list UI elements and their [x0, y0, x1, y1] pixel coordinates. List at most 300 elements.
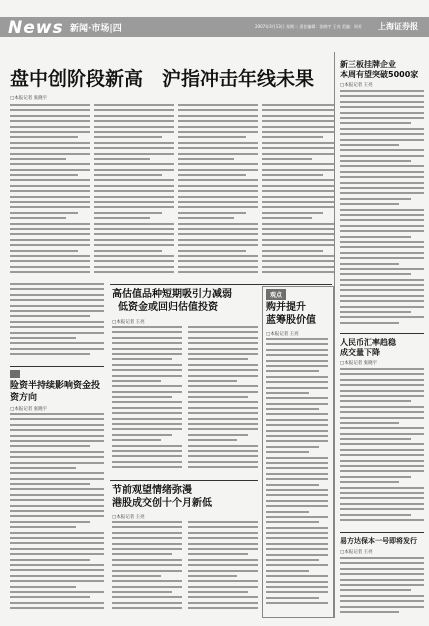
text-line [178, 266, 258, 268]
text-line [10, 109, 90, 111]
right1-byline: □本报记者 王亮 [340, 83, 373, 88]
text-line [266, 440, 328, 442]
text-line [10, 575, 104, 577]
story3-column-2 [188, 521, 258, 616]
text-line [188, 375, 258, 377]
text-line [188, 369, 258, 371]
text-line [340, 311, 411, 313]
text-line [262, 260, 334, 262]
text-line [10, 488, 104, 490]
text-line [340, 497, 424, 499]
right3-headline: 易方达保本一号即将发行 [340, 537, 417, 545]
text-line [188, 418, 258, 420]
text-line [340, 203, 399, 205]
text-line [10, 591, 104, 593]
text-line [94, 104, 174, 106]
text-line [266, 473, 328, 475]
text-line [178, 142, 258, 144]
text-line [10, 223, 90, 225]
text-line [340, 390, 424, 392]
text-line [340, 400, 411, 402]
text-line [10, 142, 90, 144]
text-line [266, 597, 319, 599]
text-line [178, 228, 258, 230]
lead-column-left-lower [10, 283, 104, 363]
text-line [340, 144, 399, 146]
text-line [112, 326, 182, 328]
text-line [340, 406, 424, 408]
text-line [340, 395, 424, 397]
text-line [10, 115, 90, 117]
text-line [340, 417, 424, 419]
header-band [0, 17, 429, 37]
text-line [340, 411, 424, 413]
text-line [94, 212, 162, 214]
text-line [188, 553, 248, 555]
text-line [10, 586, 76, 588]
text-line [188, 580, 258, 582]
text-line [10, 174, 78, 176]
text-line [340, 139, 424, 141]
issue-info: 2007年3月13日 星期二 责任编辑：张晓宇 王亮 美编：周芳 [255, 24, 362, 29]
text-line [188, 450, 258, 452]
text-line [266, 446, 319, 448]
text-line [340, 438, 411, 440]
text-line [262, 158, 312, 160]
text-line [340, 257, 424, 259]
text-line [178, 239, 258, 241]
text-line [262, 244, 334, 246]
text-line [112, 466, 182, 468]
text-line [112, 521, 182, 523]
text-line [94, 115, 174, 117]
text-line [262, 169, 334, 171]
text-line [10, 342, 104, 344]
text-line [188, 602, 258, 604]
text-line [10, 418, 104, 420]
text-line [112, 455, 182, 457]
text-line [94, 131, 174, 133]
text-line [340, 460, 424, 462]
text-line [112, 575, 161, 577]
text-line [94, 223, 174, 225]
text-line [188, 543, 258, 545]
text-line [94, 109, 174, 111]
text-line [178, 212, 246, 214]
text-line [340, 236, 411, 238]
text-line [188, 439, 237, 441]
text-line [10, 244, 90, 246]
story3-byline: □本报记者 王亮 [112, 515, 145, 520]
text-line [94, 163, 174, 165]
text-line [94, 233, 174, 235]
text-line [340, 263, 399, 265]
text-line [10, 532, 104, 534]
text-line [10, 580, 104, 582]
text-line [340, 579, 424, 581]
text-line [340, 379, 424, 381]
text-line [112, 331, 182, 333]
text-line [10, 169, 90, 171]
story4-headline-1: 购并提升 [266, 302, 306, 313]
text-line [10, 239, 90, 241]
text-line [262, 126, 334, 128]
story5-byline: □本报记者 张晓宇 [10, 407, 48, 412]
text-line [178, 169, 258, 171]
text-line [340, 316, 424, 318]
text-line [10, 456, 104, 458]
text-line [340, 443, 424, 445]
text-line [266, 365, 328, 367]
text-line [266, 559, 319, 561]
text-line [10, 348, 104, 350]
text-line [266, 602, 328, 604]
text-line [266, 413, 328, 415]
text-line [112, 385, 182, 387]
text-line [178, 201, 258, 203]
text-line [340, 557, 424, 559]
text-line [188, 348, 258, 350]
lead-column-1 [10, 104, 90, 280]
text-line [188, 337, 258, 339]
lead-column-4 [262, 104, 334, 280]
text-line [340, 487, 424, 489]
text-line [178, 223, 258, 225]
text-line [340, 273, 411, 275]
rule-right2 [340, 333, 424, 334]
text-line [266, 527, 328, 529]
text-line [188, 407, 258, 409]
text-line [188, 586, 258, 588]
text-line [340, 90, 424, 92]
text-line [340, 465, 424, 467]
text-line [10, 607, 104, 609]
text-line [340, 279, 424, 281]
text-line [188, 591, 248, 593]
text-line [188, 391, 258, 393]
lead-column-2 [94, 104, 174, 280]
text-line [266, 360, 328, 362]
text-line [10, 126, 90, 128]
text-line [178, 206, 258, 208]
story5-column [10, 413, 104, 616]
text-line [10, 104, 90, 106]
text-line [262, 147, 334, 149]
text-line [340, 192, 424, 194]
text-line [188, 548, 258, 550]
text-line [94, 228, 174, 230]
text-line [112, 591, 172, 593]
text-line [340, 584, 424, 586]
text-line [188, 380, 237, 382]
text-line [94, 271, 174, 273]
rule-story3 [110, 480, 258, 481]
text-line [10, 515, 104, 517]
text-line [266, 381, 328, 383]
text-line [266, 397, 328, 399]
text-line [188, 396, 248, 398]
text-line [266, 564, 328, 566]
text-line [10, 190, 90, 192]
text-line [10, 158, 66, 160]
text-line [340, 573, 424, 575]
text-line [94, 174, 162, 176]
text-line [10, 271, 90, 273]
text-line [340, 433, 424, 435]
text-line [10, 462, 104, 464]
text-line [112, 353, 182, 355]
text-line [262, 185, 334, 187]
text-line [112, 401, 182, 403]
text-line [10, 326, 104, 328]
text-line [340, 171, 424, 173]
text-line [340, 133, 424, 135]
text-line [340, 600, 424, 602]
text-line [266, 516, 328, 518]
text-line [178, 179, 258, 181]
text-line [10, 569, 104, 571]
text-line [340, 155, 424, 157]
text-line [10, 559, 90, 561]
text-line [266, 570, 309, 572]
text-line [112, 396, 172, 398]
text-line [10, 136, 78, 138]
text-line [10, 542, 104, 544]
text-line [10, 185, 90, 187]
text-line [112, 423, 182, 425]
text-line [178, 185, 258, 187]
text-line [340, 300, 424, 302]
text-line [10, 602, 104, 604]
text-line [266, 387, 328, 389]
text-line [94, 147, 174, 149]
text-line [94, 206, 174, 208]
right1-headline-2: 本周有望突破5000家 [340, 70, 419, 79]
text-line [262, 233, 334, 235]
text-line [340, 219, 424, 221]
text-line [340, 368, 424, 370]
text-line [178, 109, 258, 111]
text-line [10, 483, 90, 485]
text-line [10, 255, 90, 257]
text-line [340, 230, 424, 232]
text-line [178, 174, 246, 176]
text-line [10, 147, 90, 149]
text-line [188, 342, 258, 344]
text-line [112, 418, 182, 420]
right2-headline-2: 成交量下降 [340, 348, 380, 357]
text-line [94, 190, 174, 192]
text-line [262, 153, 334, 155]
text-line [112, 559, 182, 561]
text-line [188, 607, 258, 609]
text-line [266, 500, 328, 502]
text-line [262, 223, 334, 225]
right2-column [340, 368, 424, 528]
text-line [112, 548, 182, 550]
text-line [188, 461, 258, 463]
text-line [340, 427, 424, 429]
text-line [10, 435, 104, 437]
page-header [0, 0, 429, 44]
text-line [112, 532, 182, 534]
text-line [188, 537, 258, 539]
story2-headline-1: 高估值品种短期吸引力减弱 [112, 289, 232, 300]
text-line [112, 543, 182, 545]
text-line [262, 174, 323, 176]
text-line [340, 187, 424, 189]
right3-column [340, 557, 424, 617]
story4-label: 观点 [266, 289, 286, 300]
text-line [340, 101, 424, 103]
text-line [178, 104, 258, 106]
text-line [178, 196, 258, 198]
text-line [94, 142, 174, 144]
text-line [10, 321, 104, 323]
text-line [178, 158, 234, 160]
text-line [340, 252, 424, 254]
text-line [266, 543, 328, 545]
lead-column-3 [178, 104, 258, 280]
text-line [188, 596, 258, 598]
text-line [188, 532, 258, 534]
text-line [178, 217, 234, 219]
text-line [340, 449, 424, 451]
paper-name: 上海证券报 [378, 21, 418, 31]
text-line [262, 217, 312, 219]
text-line [340, 595, 424, 597]
text-line [112, 602, 182, 604]
text-line [10, 266, 90, 268]
text-line [340, 562, 424, 564]
text-line [178, 260, 258, 262]
text-line [262, 271, 334, 273]
text-line [10, 521, 90, 523]
rule-story5 [10, 366, 104, 367]
text-line [262, 228, 334, 230]
text-line [266, 462, 328, 464]
text-line [340, 246, 424, 248]
text-line [112, 407, 182, 409]
text-line [262, 266, 334, 268]
text-line [178, 131, 258, 133]
text-line [94, 136, 162, 138]
text-line [10, 201, 90, 203]
text-line [112, 342, 182, 344]
story4-byline: □本报记者 王亮 [266, 332, 299, 337]
text-line [10, 283, 104, 285]
text-line [266, 591, 328, 593]
text-line [112, 445, 182, 447]
text-line [266, 548, 328, 550]
text-line [112, 428, 182, 430]
text-line [188, 401, 258, 403]
text-line [188, 326, 258, 328]
text-line [10, 163, 90, 165]
text-line [112, 358, 172, 360]
text-line [340, 606, 424, 608]
text-line [188, 364, 258, 366]
text-line [178, 163, 258, 165]
text-line [262, 201, 334, 203]
text-line [178, 136, 246, 138]
text-line [266, 376, 328, 378]
text-line [340, 112, 424, 114]
text-line [340, 289, 424, 291]
text-line [188, 564, 258, 566]
text-line [266, 478, 328, 480]
text-line [112, 348, 182, 350]
text-line [112, 553, 172, 555]
text-line [188, 570, 258, 572]
text-line [340, 176, 424, 178]
text-line [266, 457, 328, 459]
right2-headline-1: 人民币汇率趋稳 [340, 338, 396, 347]
text-line [266, 338, 328, 340]
text-line [340, 306, 424, 308]
text-line [340, 95, 424, 97]
text-line [266, 484, 319, 486]
text-line [112, 461, 182, 463]
text-line [94, 201, 174, 203]
text-line [340, 122, 411, 124]
text-line [340, 514, 411, 516]
text-line [94, 260, 174, 262]
text-line [10, 228, 90, 230]
text-line [94, 120, 174, 122]
text-line [266, 354, 328, 356]
text-line [340, 214, 424, 216]
text-line [188, 466, 258, 468]
text-line [112, 412, 182, 414]
text-line [10, 553, 104, 555]
text-line [10, 217, 66, 219]
text-line [340, 198, 411, 200]
text-line [340, 508, 424, 510]
text-line [112, 439, 161, 441]
text-line [340, 470, 424, 472]
text-line [266, 349, 328, 351]
text-line [266, 451, 309, 453]
text-line [94, 244, 174, 246]
text-line [10, 445, 90, 447]
text-line [266, 505, 328, 507]
text-line [94, 158, 150, 160]
text-line [112, 537, 182, 539]
text-line [10, 429, 104, 431]
text-line [10, 526, 76, 528]
text-line [262, 115, 334, 117]
text-line [10, 424, 104, 426]
text-line [94, 266, 174, 268]
right1-column [340, 90, 424, 330]
lead-headline: 盘中创阶段新高 沪指冲击年线未果 [10, 68, 315, 90]
text-line [262, 196, 334, 198]
text-line [262, 250, 323, 252]
text-line [10, 212, 78, 214]
text-line [178, 147, 258, 149]
text-line [266, 430, 328, 432]
text-line [266, 511, 309, 513]
text-line [112, 580, 182, 582]
text-line [340, 322, 399, 324]
text-line [262, 179, 334, 181]
text-line [188, 423, 258, 425]
text-line [266, 435, 328, 437]
story4-headline-2: 蓝筹股价值 [266, 315, 316, 326]
text-line [10, 315, 90, 317]
text-line [262, 131, 334, 133]
